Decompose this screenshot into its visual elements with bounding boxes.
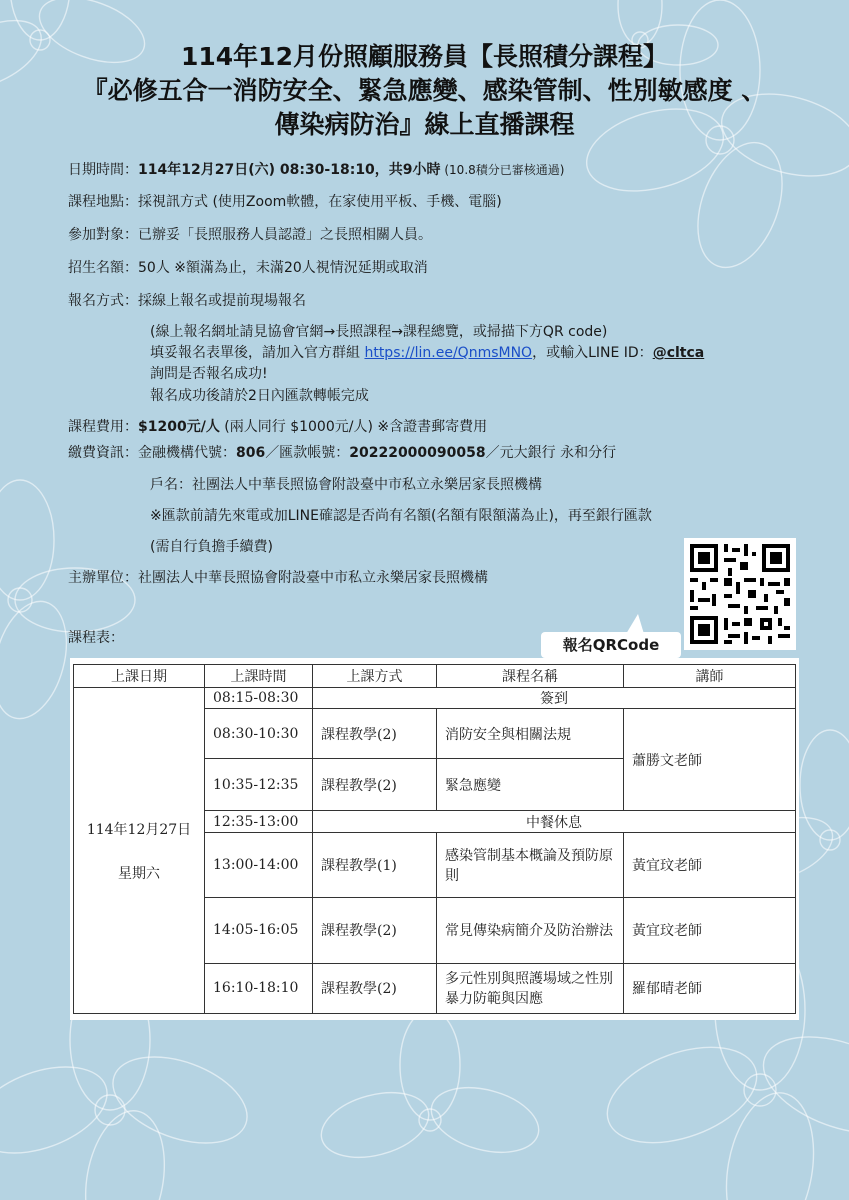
- date-hours: ，共9小時: [374, 162, 441, 178]
- method-cell: 課程教學(2): [313, 759, 437, 811]
- payment-info: 繳費資訊：金融機構代號：806／匯款帳號：20222000090058／元大銀行 永和分行: [68, 445, 617, 461]
- header-course: 課程名稱: [437, 665, 624, 688]
- register-note-2: 填妥報名表單後，請加入官方群組 https://lin.ee/QnmsMNO，或輸入LINE ID：@cltca: [150, 345, 705, 361]
- organizer-info: 主辦單位：社團法人中華長照協會附設臺中市私立永樂居家長照機構: [68, 570, 488, 586]
- table-header-row: [74, 665, 796, 688]
- time-cell: 12:35-13:00: [205, 811, 313, 833]
- register-note-3: 詢問是否報名成功!: [150, 366, 268, 382]
- teacher-cell: 羅郁晴老師: [624, 963, 796, 1013]
- method-cell: 課程教學(2): [313, 897, 437, 963]
- checkin-cell: 簽到: [313, 688, 796, 709]
- course-cell: 消防安全與相關法規: [437, 709, 624, 759]
- register-info: 報名方式：採線上報名或提前現場報名: [68, 293, 306, 309]
- bank-code: 806: [236, 445, 266, 461]
- qr-code-icon: [684, 538, 796, 650]
- header-method: 上課方式: [313, 665, 437, 688]
- location-info: 課程地點：採視訊方式 (使用Zoom軟體，在家使用平板、手機、電腦): [68, 194, 502, 210]
- time-cell: 16:10-18:10: [205, 963, 313, 1013]
- quota-info: 招生名額：50人 ※額滿為止，未滿20人視情況延期或取消: [68, 260, 428, 276]
- date-info: 日期時間：114年12月27日(六) 08:30-18:10，共9小時 (10.8積分已審核通過): [68, 162, 565, 178]
- line-id: @cltca: [652, 345, 705, 361]
- course-cell: 常見傳染病簡介及防治辦法: [437, 897, 624, 963]
- qr-code[interactable]: [684, 538, 796, 650]
- register-note-1: (線上報名網址請見協會官網→長照課程→課程總覽，或掃描下方QR code): [150, 324, 608, 340]
- date-value: 114年12月27日(六) 08:30-18:10: [138, 162, 375, 178]
- audience-info: 參加對象：已辦妥「長照服務人員認證」之長照相關人員。: [68, 227, 432, 243]
- date-note: (10.8積分已審核通過): [440, 163, 565, 177]
- header-time: 上課時間: [205, 665, 313, 688]
- schedule-table-container: [70, 658, 799, 1020]
- page-title-line3: 傳染病防治』線上直播課程: [274, 110, 575, 139]
- time-cell: 10:35-12:35: [205, 759, 313, 811]
- page-title-line2: 『必修五合一消防安全、緊急應變、感染管制、性別敏感度 、: [82, 76, 767, 105]
- table-row: [74, 688, 796, 709]
- qr-label: 報名QRCode: [541, 632, 681, 658]
- payment-note-2: (需自行負擔手續費): [150, 539, 273, 555]
- course-cell: 多元性別與照護場域之性別暴力防範與因應: [437, 963, 624, 1013]
- method-cell: 課程教學(2): [313, 963, 437, 1013]
- fee-info: 課程費用：$1200元/人 (兩人同行 $1000元/人) ※含證書郵寄費用: [68, 419, 488, 435]
- time-cell: 08:15-08:30: [205, 688, 313, 709]
- time-cell: 08:30-10:30: [205, 709, 313, 759]
- page-title-line1: 114年12月份照顧服務員【長照積分課程】: [181, 42, 668, 71]
- course-cell: 緊急應變: [437, 759, 624, 811]
- header-teacher: 講師: [624, 665, 796, 688]
- payment-note: ※匯款前請先來電或加LINE確認是否尚有名額(名額有限額滿為止)，再至銀行匯款: [150, 508, 652, 524]
- schedule-table: [73, 664, 796, 1014]
- header-date: 上課日期: [74, 665, 205, 688]
- fee-value: $1200元/人: [138, 419, 220, 435]
- teacher-cell: 蕭勝文老師: [624, 709, 796, 811]
- flower-bottom-center: [314, 1010, 546, 1168]
- lunch-cell: 中餐休息: [313, 811, 796, 833]
- line-group-link[interactable]: https://lin.ee/QnmsMNO: [364, 345, 533, 361]
- method-cell: 課程教學(1): [313, 833, 437, 897]
- method-cell: 課程教學(2): [313, 709, 437, 759]
- course-cell: 感染管制基本概論及預防原則: [437, 833, 624, 897]
- date-cell: 114年12月27日 星期六: [74, 688, 205, 1014]
- qr-label-pointer: [626, 614, 644, 634]
- teacher-cell: 黃宜玟老師: [624, 897, 796, 963]
- register-note-4: 報名成功後請於2日內匯款轉帳完成: [150, 388, 369, 404]
- time-cell: 13:00-14:00: [205, 833, 313, 897]
- time-cell: 14:05-16:05: [205, 897, 313, 963]
- schedule-label: 課程表：: [68, 630, 124, 646]
- teacher-cell: 黃宜玟老師: [624, 833, 796, 897]
- account-number: 20222000090058: [349, 445, 486, 461]
- account-name: 戶名：社團法人中華長照協會附設臺中市私立永樂居家長照機構: [150, 477, 542, 493]
